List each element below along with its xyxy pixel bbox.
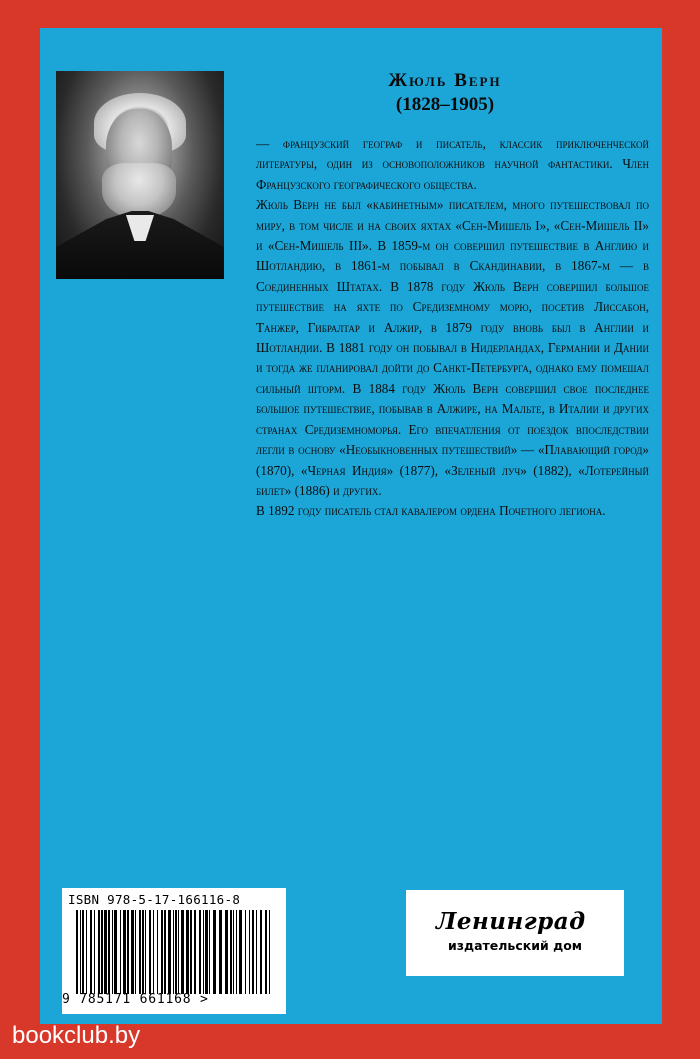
barcode-bar — [186, 910, 189, 994]
barcode-bar — [245, 910, 246, 994]
barcode-bar — [269, 910, 270, 994]
barcode-bar — [86, 910, 87, 994]
barcode-bar — [203, 910, 204, 994]
barcode-bar — [112, 910, 113, 994]
barcode-bar — [233, 910, 234, 994]
barcode-bar — [90, 910, 92, 994]
author-biography — [256, 134, 649, 522]
barcode-bar — [194, 910, 196, 994]
barcode-bar — [98, 910, 100, 994]
barcode-bar — [145, 910, 146, 994]
barcode-bar — [239, 910, 242, 994]
barcode-bar — [82, 910, 84, 994]
barcode-bar — [230, 910, 232, 994]
barcode-icon — [76, 910, 276, 994]
barcode-digits: 9 785171 661168 > — [62, 992, 209, 1007]
barcode-bar — [161, 910, 163, 994]
barcode-panel — [62, 888, 286, 1014]
barcode-bar — [181, 910, 184, 994]
barcode-bar — [108, 910, 110, 994]
barcode-bar — [114, 910, 117, 994]
barcode-bar — [190, 910, 192, 994]
barcode-bar — [178, 910, 179, 994]
barcode-bar — [256, 910, 257, 994]
bio-paragraph: В 1892 году писатель стал кавалером ордена Почетного легиона. — [256, 503, 606, 519]
barcode-bar — [164, 910, 166, 994]
barcode-bar — [76, 910, 78, 994]
portrait-beard — [102, 163, 176, 219]
barcode-bar — [219, 910, 222, 994]
author-portrait — [56, 71, 224, 279]
barcode-bar — [104, 910, 107, 994]
barcode-bar — [131, 910, 134, 994]
barcode-bar — [101, 910, 103, 994]
barcode-bar — [135, 910, 136, 994]
barcode-bar — [213, 910, 216, 994]
barcode-bar — [149, 910, 151, 994]
barcode-bar — [236, 910, 237, 994]
barcode-bar — [142, 910, 144, 994]
barcode-bar — [127, 910, 129, 994]
publisher-logo — [406, 890, 624, 976]
barcode-bar — [205, 910, 208, 994]
barcode-bar — [80, 910, 81, 994]
barcode-bar — [249, 910, 250, 994]
barcode-bar — [225, 910, 228, 994]
barcode-bar — [153, 910, 154, 994]
barcode-bar — [94, 910, 95, 994]
barcode-bar — [168, 910, 171, 994]
author-name: Жюль Верн — [388, 70, 502, 91]
barcode-bar — [175, 910, 177, 994]
barcode-bar — [199, 910, 201, 994]
author-years: (1828–1905) — [395, 94, 495, 115]
back-cover — [40, 28, 662, 1024]
publisher-name: Ленинград — [436, 908, 586, 935]
barcode-bar — [139, 910, 141, 994]
isbn-label: ISBN 978-5-17-166116-8 — [68, 892, 241, 907]
barcode-bar — [260, 910, 262, 994]
barcode-bar — [123, 910, 126, 994]
site-watermark: bookclub.by — [12, 1022, 141, 1049]
barcode-bar — [209, 910, 210, 994]
barcode-bar — [265, 910, 267, 994]
barcode-bar — [157, 910, 158, 994]
barcode-bar — [173, 910, 174, 994]
barcode-bar — [120, 910, 121, 994]
barcode-bar — [252, 910, 254, 994]
bio-paragraph: — французский географ и писатель, классик приключенческой литературы, один из основоположников научной фантастики. Член Французского географического общества. — [256, 136, 649, 192]
bio-paragraph: Жюль Верн не был «кабинетным» писателем, много путешествовал по миру, в том числе и на своих яхтах «Сен-Мишель I», «Сен-Мишель II» и «Сен-Мишель III». В 1859-м он совершил путешествие в Англию и Шотландию, в 1861-м побывал в Скандинавии, в 1867-м — в Соединенных Штатах. В 1878 году Жюль Верн совершил большое путешествие на яхте по Средиземному морю, посетив Лиссабон, Танжер, Гибралтар и Алжир, в 1879 году вновь был в Англии и Шотландии. В 1881 году он побывал в Нидерландах, Германии и Дании и тогда же планировал дойти до Санкт-Петербурга, однако ему помешал сильный шторм. В 1884 году Жюль Верн совершил свое последнее большое путешествие, побывав в Алжире, на Мальте, в Италии и других странах Средиземноморья. Его впечатления от поездок впоследствии легли в основу «Необыкновенных путешествий» — «Плавающий город» (1870), «Черная Индия» (1877), «Зеленый луч» (1882), «Лотерейный билет» (1886) и других. — [256, 197, 649, 498]
publisher-subtitle: издательский дом — [448, 938, 582, 953]
